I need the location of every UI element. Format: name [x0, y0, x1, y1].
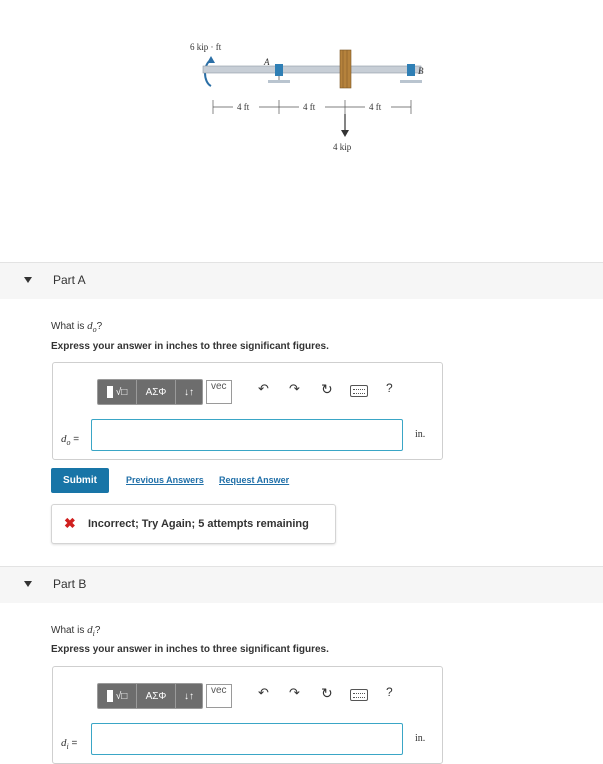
- caret-down-icon: [24, 581, 32, 587]
- bearing-a: [275, 64, 283, 76]
- load-arrowhead: [341, 130, 349, 137]
- redo-icon[interactable]: ↷: [289, 685, 300, 700]
- point-b-label: B: [418, 66, 424, 76]
- reset-icon[interactable]: ↻: [321, 685, 333, 701]
- part-a-question: What is $d_o$?: [51, 320, 103, 334]
- part-a-answer-input[interactable]: [91, 419, 403, 451]
- dimension-label-1: 4 ft: [237, 102, 250, 112]
- part-b-question: What is $d_i$?: [51, 624, 101, 638]
- gear: [340, 50, 351, 88]
- part-a-answer-box: [52, 362, 443, 460]
- moment-label: 6 kip · ft: [190, 42, 222, 52]
- load-label: 4 kip: [333, 142, 352, 152]
- dimension-label-2: 4 ft: [303, 102, 316, 112]
- shaft-diagram: [175, 38, 435, 158]
- bearing-b-base: [400, 80, 422, 83]
- keyboard-icon[interactable]: [350, 689, 368, 701]
- bearing-a-base: [268, 80, 290, 83]
- bearing-b: [407, 64, 415, 76]
- moment-arrowhead: [207, 56, 215, 63]
- undo-icon[interactable]: ↶: [258, 685, 269, 700]
- part-b-title: Part B: [53, 577, 87, 591]
- feedback-message: [51, 504, 336, 544]
- submit-button[interactable]: Submit: [51, 468, 109, 493]
- part-b-answer-box: [52, 666, 443, 764]
- part-a-instruction: Express your answer in inches to three significant figures.: [51, 341, 329, 352]
- part-a-header[interactable]: [0, 262, 603, 299]
- part-a-title: Part A: [53, 273, 86, 287]
- part-b-header[interactable]: [0, 566, 603, 603]
- reset-icon[interactable]: ↻: [321, 381, 333, 397]
- arrows-button[interactable]: ↓↑: [184, 690, 194, 702]
- part-b-answer-input[interactable]: [91, 723, 403, 755]
- part-a-unit: in.: [415, 429, 426, 440]
- caret-down-icon: [24, 277, 32, 283]
- part-b-instruction: Express your answer in inches to three significant figures.: [51, 644, 329, 655]
- keyboard-icon[interactable]: [350, 385, 368, 397]
- arrows-button[interactable]: ↓↑: [184, 386, 194, 398]
- math-toolbar: [97, 683, 232, 709]
- point-a-label: A: [264, 57, 270, 67]
- part-a-input-label: $d_o$ =: [61, 433, 80, 448]
- previous-answers-link[interactable]: Previous Answers: [126, 475, 204, 485]
- undo-icon[interactable]: ↶: [258, 381, 269, 396]
- feedback-text: Incorrect; Try Again; 5 attempts remaining: [88, 518, 309, 530]
- toolbar-button-group: [97, 683, 203, 709]
- part-b-input-label: $d_i$ =: [61, 737, 78, 752]
- greek-letters-button[interactable]: ΑΣΦ: [137, 380, 176, 404]
- templates-button[interactable]: √□: [98, 684, 137, 708]
- part-b-unit: in.: [415, 733, 426, 744]
- math-toolbar: [97, 379, 232, 405]
- help-icon[interactable]: ?: [386, 381, 393, 395]
- dimension-label-3: 4 ft: [369, 102, 382, 112]
- greek-letters-button[interactable]: ΑΣΦ: [137, 684, 176, 708]
- templates-button[interactable]: √□: [98, 380, 137, 404]
- redo-icon[interactable]: ↷: [289, 381, 300, 396]
- vec-button[interactable]: vec: [206, 380, 232, 404]
- incorrect-icon: ✖: [64, 515, 76, 531]
- shaft: [203, 66, 421, 73]
- toolbar-button-group: [97, 379, 203, 405]
- help-icon[interactable]: ?: [386, 685, 393, 699]
- request-answer-link[interactable]: Request Answer: [219, 475, 290, 485]
- vec-button[interactable]: vec: [206, 684, 232, 708]
